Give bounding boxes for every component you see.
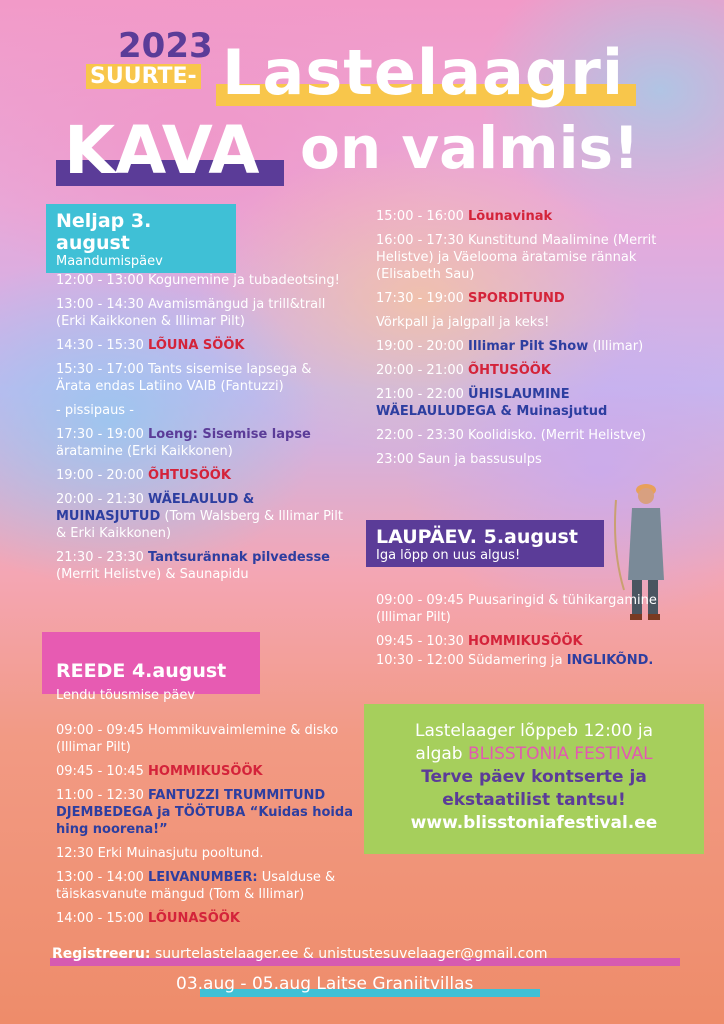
- day3-header: [366, 520, 604, 567]
- finale-line-4: ekstaatilist tantsu!: [442, 790, 626, 810]
- registration-line: [52, 946, 668, 962]
- list-item: 12:30 Erki Muinasjutu pooltund.: [56, 846, 264, 861]
- day1-schedule-continued: [376, 208, 676, 475]
- day3-schedule: [376, 592, 676, 676]
- finale-line-3: Terve päev kontserte ja: [421, 767, 647, 787]
- day1-schedule: [56, 272, 346, 590]
- day2-subtitle: Lendu tõusmise päev: [56, 688, 196, 703]
- list-item: 09:45 - 10:30 HOMMIKUSÖÖK: [376, 634, 583, 649]
- finale-line-1: Lastelaager lõppeb 12:00 ja: [415, 721, 653, 741]
- list-item: 19:00 - 20:00 ÕHTUSÖÖK: [56, 468, 231, 483]
- list-item: 13:00 - 14:30 Avamismängud ja trill&trall (Erki Kaikkonen & Illimar Pilt): [56, 297, 326, 329]
- day2-schedule: [56, 722, 356, 934]
- list-item: 16:00 - 17:30 Kunstitund Maalimine (Merrit Helistve) ja Väelooma äratamise rännak (Elisabeth Sau): [376, 233, 657, 282]
- list-item: 17:30 - 19:00 SPORDITUND: [376, 291, 565, 306]
- day3-subtitle: Iga lõpp on uus algus!: [376, 548, 521, 563]
- finale-line-2: algab BLISSTONIA FESTIVAL: [415, 744, 653, 764]
- day3-name: LAUPÄEV. 5.august: [376, 526, 578, 548]
- day1-header: [46, 204, 236, 273]
- list-item: 10:30 - 12:00 Südamering ja INGLIKÕND.: [376, 653, 654, 668]
- on-valmis-title: on valmis!: [300, 114, 640, 182]
- list-item: - pissipaus -: [56, 403, 134, 418]
- list-item: 20:00 - 21:00 ÕHTUSÖÖK: [376, 363, 551, 378]
- year-label: 2023: [118, 26, 213, 66]
- festival-info-box: [364, 704, 704, 854]
- list-item: 14:30 - 15:30 LÕUNA SÖÖK: [56, 338, 245, 353]
- list-item: 14:00 - 15:00 LÕUNASÖÖK: [56, 911, 240, 926]
- list-item: 09:00 - 09:45 Hommikuvaimlemine & disko (Illimar Pilt): [56, 723, 339, 755]
- list-item: 13:00 - 14:00 LEIVANUMBER: Usalduse & täiskasvanute mängud (Tom & Illimar): [56, 870, 336, 902]
- day2-name: REEDE 4.august: [56, 660, 227, 682]
- list-item: 20:00 - 21:30 WÄELAULUD & MUINASJUTUD (Tom Walsberg & Illimar Pilt & Erki Kaikkonen): [56, 492, 343, 541]
- list-item: 19:00 - 20:00 Illimar Pilt Show (Illimar): [376, 339, 644, 354]
- list-item: 23:00 Saun ja bassusulps: [376, 452, 542, 467]
- page-title: Lastelaagri: [222, 36, 625, 109]
- list-item: 15:00 - 16:00 Lõunavinak: [376, 209, 553, 224]
- day1-name: Neljap 3. august: [56, 210, 152, 254]
- list-item: 17:30 - 19:00 Loeng: Sisemise lapse äratamine (Erki Kaikkonen): [56, 427, 311, 459]
- list-item: 12:00 - 13:00 Kogunemine ja tubadeotsing!: [56, 273, 340, 288]
- event-dates-location: 03.aug - 05.aug Laitse Graniitvillas: [176, 974, 474, 994]
- registration-contacts[interactable]: suurtelastelaager.ee & unistustesuvelaager@gmail.com: [150, 946, 548, 962]
- list-item: 11:00 - 12:30 FANTUZZI TRUMMITUND DJEMBEDEGA ja TÖÖTUBA “Kuidas hoida hing noorena!”: [56, 788, 353, 837]
- suurte-label: SUURTE-: [86, 64, 201, 89]
- festival-website-link[interactable]: www.blisstoniafestival.ee: [410, 813, 658, 833]
- list-item: Võrkpall ja jalgpall ja keks!: [376, 315, 550, 330]
- kava-title: KAVA: [64, 112, 260, 189]
- registration-label: Registreeru:: [52, 946, 151, 962]
- list-item: 09:45 - 10:45 HOMMIKUSÖÖK: [56, 764, 263, 779]
- day1-subtitle: Maandumispäev: [56, 254, 163, 269]
- list-item: 15:30 - 17:00 Tants sisemise lapsega & Ärata endas Latiino VAIB (Fantuzzi): [56, 362, 312, 394]
- list-item: 09:00 - 09:45 Puusaringid & tühikargamine (Illimar Pilt): [376, 593, 657, 625]
- list-item: 21:30 - 23:30 Tantsurännak pilvedesse (Merrit Helistve) & Saunapidu: [56, 550, 331, 582]
- list-item: 22:00 - 23:30 Koolidisko. (Merrit Helistve): [376, 428, 646, 443]
- list-item: 21:00 - 22:00 ÜHISLAUMINE WÄELAULUDEGA & Muinasjutud: [376, 387, 608, 419]
